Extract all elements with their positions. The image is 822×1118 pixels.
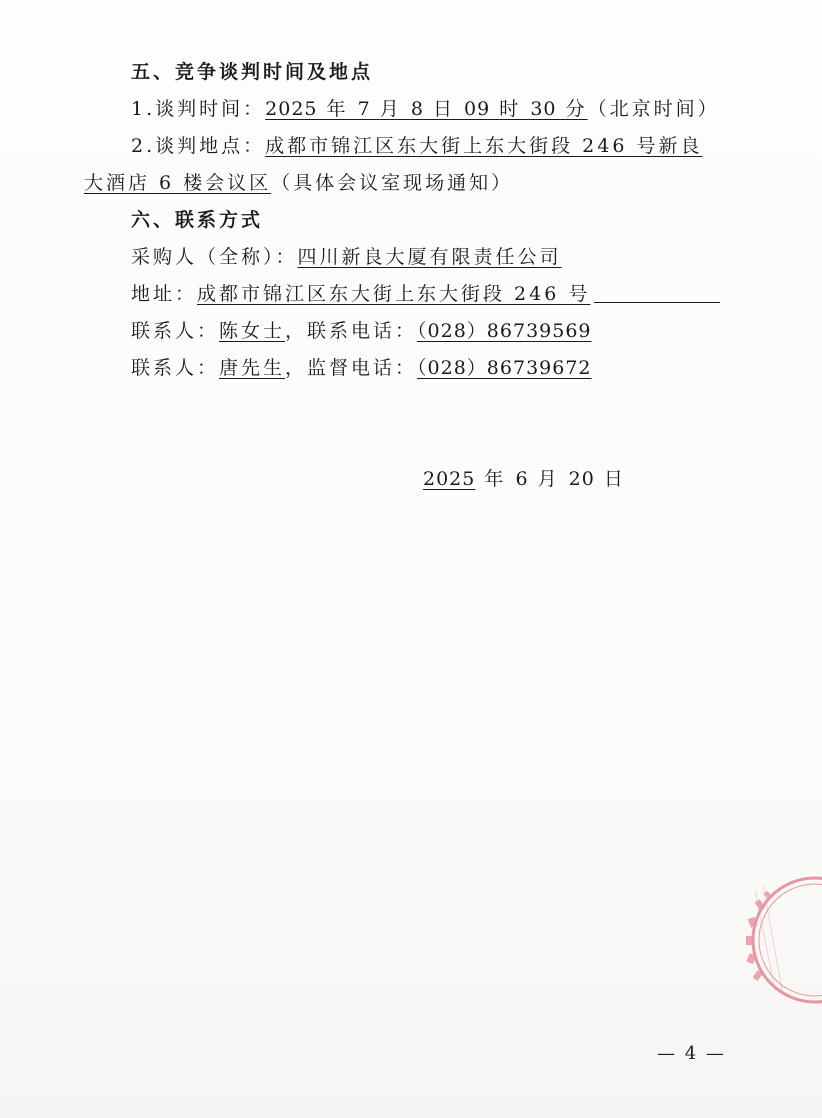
negotiation-minute: 30 bbox=[530, 98, 557, 120]
contact-1-name: 陈女士 bbox=[219, 320, 286, 342]
address-value: 成都市锦江区东大街上东大街段 246 号 bbox=[197, 283, 591, 305]
address-fill-line bbox=[594, 302, 720, 303]
negotiation-month: 7 bbox=[357, 98, 371, 120]
contact-2-phone: （028）86739672 bbox=[417, 357, 592, 379]
purchaser-value: 四川新良大厦有限责任公司 bbox=[297, 246, 562, 268]
date-day: 20 bbox=[568, 468, 595, 490]
date-year-unit: 年 bbox=[484, 468, 507, 490]
date-month-unit: 月 bbox=[537, 468, 560, 490]
contact-2-line bbox=[131, 355, 592, 381]
negotiation-location-value-2: 大酒店 6 楼会议区 bbox=[84, 172, 272, 194]
negotiation-hour: 09 bbox=[464, 98, 491, 120]
negotiation-year-unit: 年 bbox=[326, 98, 349, 120]
document-date bbox=[423, 466, 626, 492]
negotiation-location-line-2 bbox=[84, 170, 513, 196]
page-number: — 4 — bbox=[657, 1043, 726, 1064]
date-month: 6 bbox=[515, 468, 529, 490]
address-label: 地址： bbox=[131, 283, 198, 305]
negotiation-location-line bbox=[131, 133, 703, 159]
section-6-heading-text: 六、联系方式 bbox=[131, 209, 264, 231]
negotiation-timezone: （北京时间） bbox=[587, 98, 720, 120]
purchaser-line bbox=[131, 244, 562, 270]
section-6-heading bbox=[131, 207, 263, 233]
section-5-heading bbox=[131, 59, 373, 85]
negotiation-minute-unit: 分 bbox=[565, 98, 588, 120]
negotiation-year: 2025 bbox=[265, 98, 318, 120]
section-5-heading-text: 五、竞争谈判时间及地点 bbox=[131, 61, 374, 83]
negotiation-day: 8 bbox=[410, 98, 424, 120]
seal-stamp-graphic bbox=[735, 870, 822, 1010]
address-line bbox=[131, 281, 590, 307]
negotiation-time-value bbox=[265, 98, 587, 120]
contact-1-label: 联系人： bbox=[131, 320, 220, 342]
negotiation-time-line bbox=[131, 96, 720, 122]
seal-stamp bbox=[735, 870, 822, 1010]
contact-1-phone-label: ，联系电话： bbox=[285, 320, 418, 342]
contact-1-line bbox=[131, 318, 592, 344]
purchaser-label: 采购人（全称）： bbox=[131, 246, 298, 268]
date-year: 2025 bbox=[423, 468, 476, 490]
negotiation-hour-unit: 时 bbox=[499, 98, 522, 120]
negotiation-time-label: 1.谈判时间： bbox=[131, 98, 266, 120]
negotiation-location-note: （具体会议室现场通知） bbox=[271, 172, 514, 194]
contact-1-phone: （028）86739569 bbox=[417, 320, 592, 342]
contact-2-label: 联系人： bbox=[131, 357, 220, 379]
date-day-unit: 日 bbox=[603, 468, 626, 490]
contact-2-name: 唐先生 bbox=[219, 357, 286, 379]
negotiation-month-unit: 月 bbox=[379, 98, 402, 120]
negotiation-location-value-1: 成都市锦江区东大街上东大街段 246 号新良 bbox=[265, 135, 703, 157]
negotiation-day-unit: 日 bbox=[432, 98, 455, 120]
negotiation-location-label: 2.谈判地点： bbox=[131, 135, 266, 157]
contact-2-phone-label: ，监督电话： bbox=[285, 357, 418, 379]
